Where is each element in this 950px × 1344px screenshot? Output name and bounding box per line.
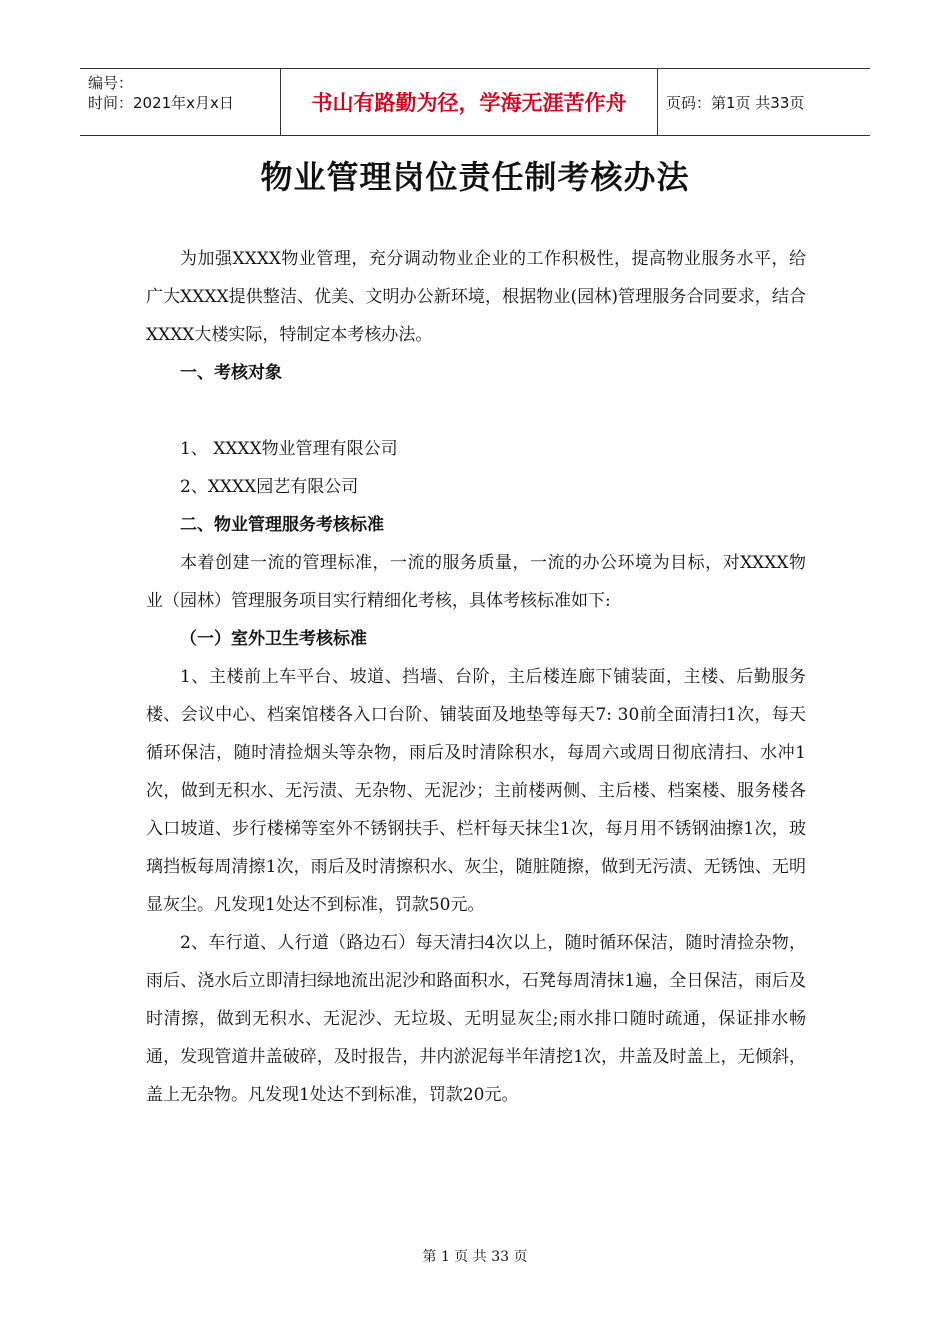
subsection1-heading: （一）室外卫生考核标准 xyxy=(180,629,367,649)
intro-paragraph: 为加强XXXX物业管理，充分调动物业企业的工作积极性，提高物业服务水平，给广大XXXX提供整洁、优美、文明办公新环境，根据物业(园林)管理服务合同要求，结合XXXX大楼实际，特制定本考核办法。 xyxy=(146,249,806,345)
section1-heading: 一、考核对象 xyxy=(180,363,282,383)
document-title: 物业管理岗位责任制考核办法 xyxy=(260,158,690,196)
section1-item-1: 1、 XXXX物业管理有限公司 xyxy=(180,439,398,459)
header-motto: 书山有路勤为径，学海无涯苦作舟 xyxy=(280,69,658,135)
section2-heading: 二、物业管理服务考核标准 xyxy=(180,515,384,535)
page-footer: 第 1 页 共 33 页 xyxy=(422,1249,528,1265)
standard-item-2: 2、车行道、人行道（路边石）每天清扫4次以上，随时循环保洁，随时清捡杂物，雨后、浇水后立即清扫绿地流出泥沙和路面积水，石凳每周清抹1遍，全日保洁，雨后及时清擦，做到无积水、无泥沙、无垃圾、无明显灰尘;雨水排口随时疏通，保证排水畅通，发现管道井盖破碎，及时报告，井内淤泥每半年清挖1次，井盖及时盖上，无倾斜，盖上无杂物。凡发现1处达不到标准，罚款20元。 xyxy=(146,933,806,1105)
header-page-info: 页码：第1页 共33页 xyxy=(666,93,805,112)
standard-item-1: 1、主楼前上车平台、坡道、挡墙、台阶，主后楼连廊下铺装面，主楼、后勤服务楼、会议中心、档案馆楼各入口台阶、铺装面及地垫等每天7: 30前全面清扫1次，每天循环保洁，随时清捡烟头等杂物，雨后及时清除积水，每周六或周日彻底清扫、水冲1次，做到无积水、无污渍、无杂物、无泥沙；主前楼两侧、主后楼、档案楼、服务楼各入口坡道、步行楼梯等室外不锈钢扶手、栏杆每天抹尘1次，每月用不锈钢油擦1次，玻璃挡板每周清擦1次，雨后及时清擦积水、灰尘，随脏随擦，做到无污渍、无锈蚀、无明显灰尘。凡发现1处达不到标准，罚款50元。 xyxy=(146,667,806,915)
spacer xyxy=(146,392,806,430)
header-date-label: 时间：2021年x月x日 xyxy=(88,94,234,112)
document-body xyxy=(146,240,806,1114)
header-meta xyxy=(80,69,280,135)
header-number-label: 编号： xyxy=(88,74,134,92)
section2-intro: 本着创建一流的管理标准，一流的服务质量，一流的办公环境为目标，对XXXX物业（园林）管理服务项目实行精细化考核，具体考核标准如下: xyxy=(146,553,806,611)
page-header xyxy=(80,68,870,136)
section1-item-2: 2、XXXX园艺有限公司 xyxy=(180,477,359,497)
